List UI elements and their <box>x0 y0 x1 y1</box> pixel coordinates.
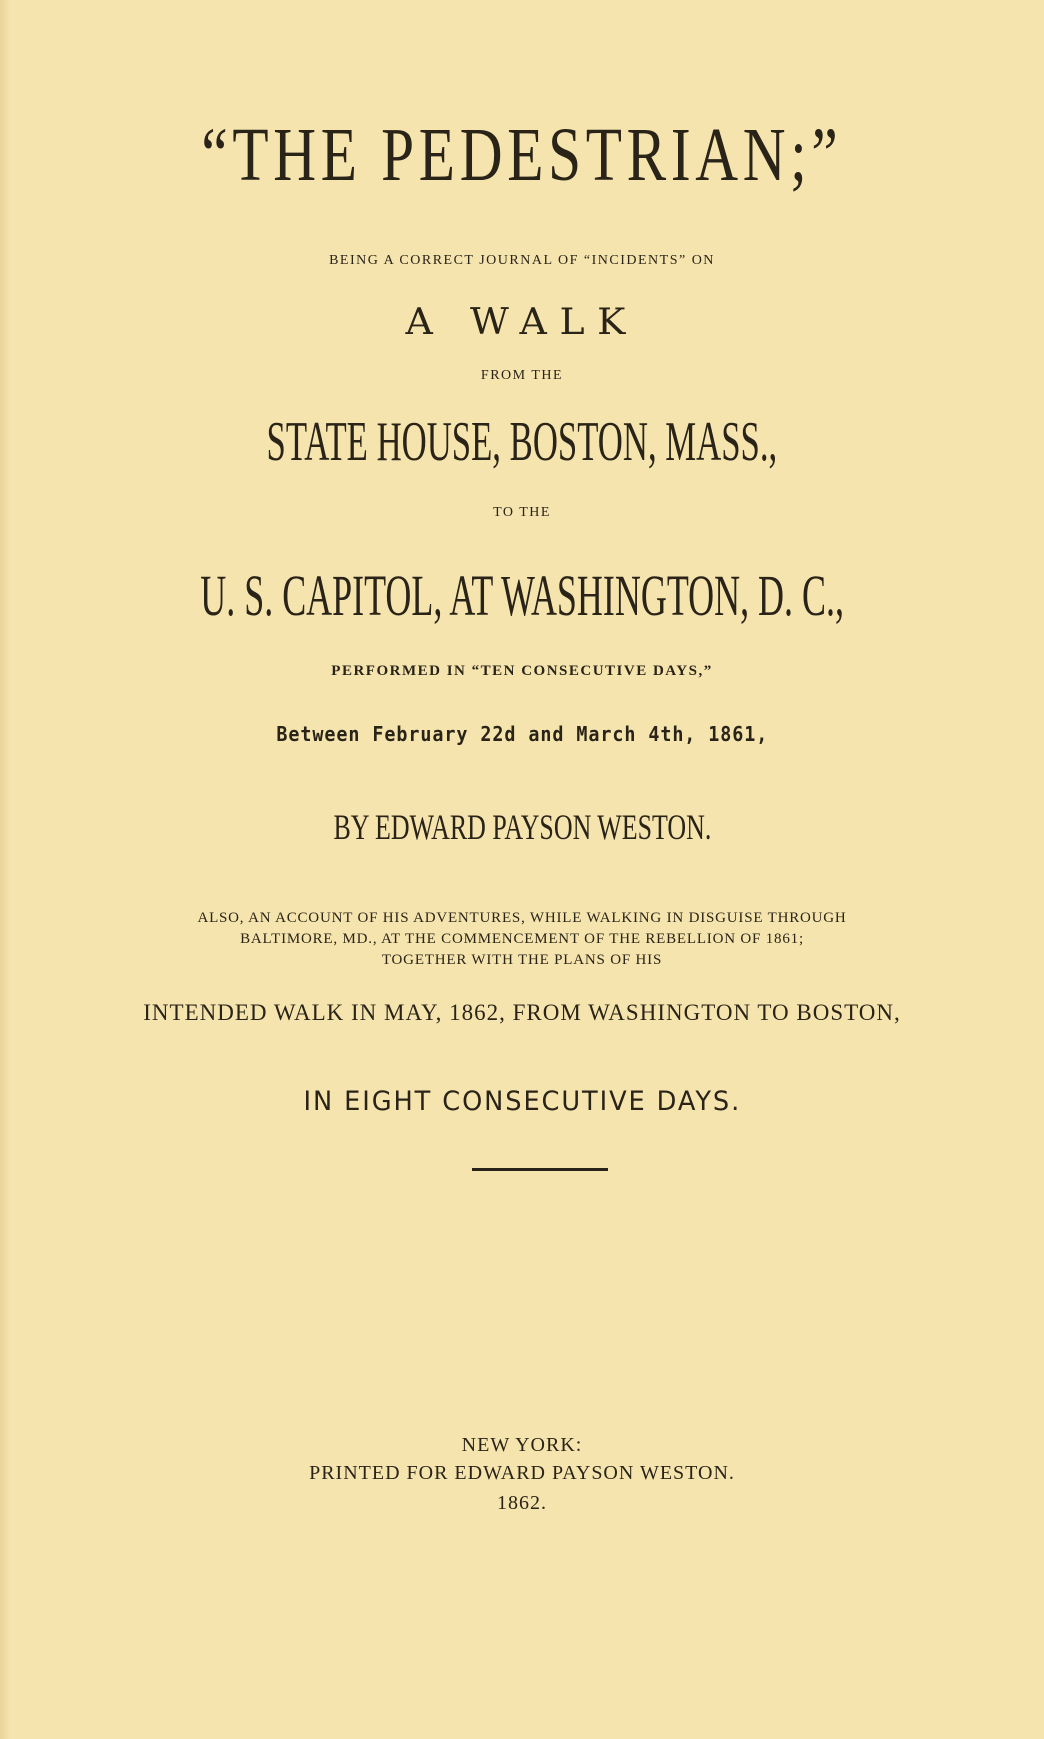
eight-days-text: IN EIGHT CONSECUTIVE DAYS. <box>303 1086 741 1117</box>
destination-heading <box>0 562 1044 629</box>
to-the: TO THE <box>493 505 551 520</box>
destination-text: U. S. CAPITOL, AT WASHINGTON, D. C., <box>200 563 844 628</box>
book-title-text: “THE PEDESTRIAN;” <box>201 113 843 197</box>
a-walk-text: A WALK <box>405 302 639 343</box>
subtitle: BEING A CORRECT JOURNAL OF “INCIDENTS” ON <box>329 253 715 268</box>
author-line <box>0 806 1044 848</box>
also-line-3: TOGETHER WITH THE PLANS OF HIS <box>381 952 663 968</box>
from-the: FROM THE <box>480 368 564 383</box>
intended-walk-line: INTENDED WALK IN MAY, 1862, FROM WASHINGTON TO BOSTON, <box>143 1000 901 1025</box>
eight-days-line <box>0 1086 1044 1117</box>
a-walk-heading <box>0 302 1044 343</box>
also-line-1: ALSO, AN ACCOUNT OF HIS ADVENTURES, WHILE WALKING IN DISGUISE THROUGH <box>197 910 847 926</box>
origin-heading <box>0 410 1044 474</box>
imprint-place: NEW YORK: <box>461 1434 583 1456</box>
dates-text: Between February 22d and March 4th, 1861, <box>276 722 768 746</box>
performed-line: PERFORMED IN “TEN CONSECUTIVE DAYS,” <box>331 663 713 679</box>
imprint-printer: PRINTED FOR EDWARD PAYSON WESTON. <box>309 1462 735 1484</box>
author-text: BY EDWARD PAYSON WESTON. <box>333 807 711 847</box>
book-title <box>0 112 1044 199</box>
also-line-2: BALTIMORE, MD., AT THE COMMENCEMENT OF THE REBELLION OF 1861; <box>240 931 804 947</box>
dates-line <box>0 722 1044 746</box>
divider-rule <box>472 1168 608 1171</box>
origin-text: STATE HOUSE, BOSTON, MASS., <box>266 411 778 473</box>
imprint-year: 1862. <box>497 1492 547 1514</box>
